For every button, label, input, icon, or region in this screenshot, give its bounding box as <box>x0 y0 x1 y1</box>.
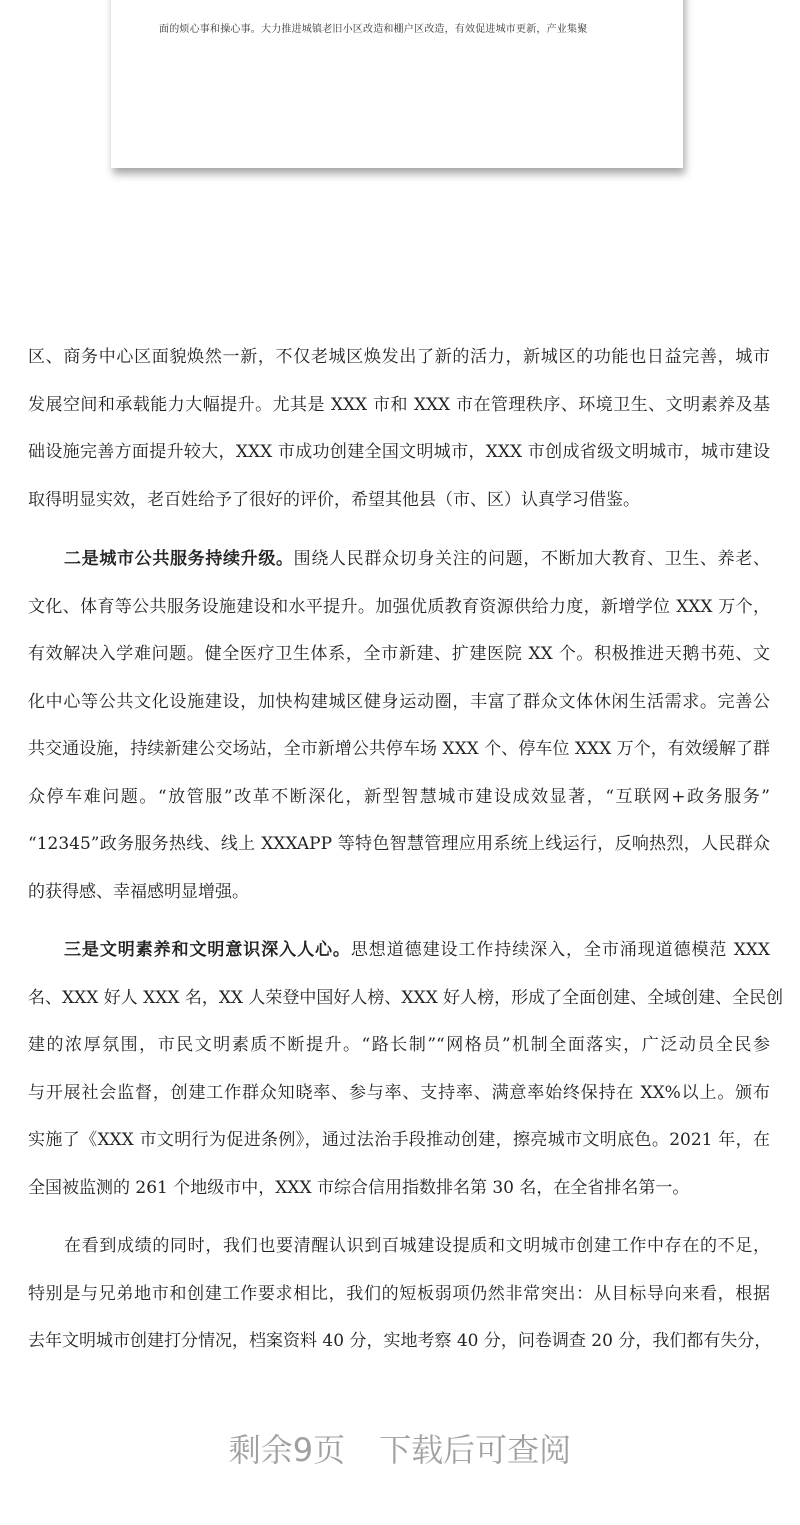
text-line: 实施了《XXX 市文明行为促进条例》，通过法治手段推动创建，擦亮城市文明底色。2021 年，在 <box>28 1130 770 1150</box>
text-line: “12345”政务服务热线、线上 XXXAPP 等特色智慧管理应用系统上线运行，反响热烈，人民群众 <box>28 834 770 854</box>
section-heading: 三是文明素养和文明意识深入人心。 <box>64 940 351 960</box>
text-segment: 围绕人民群众切身关注的问题，不断加大教育、卫生、养老、 <box>293 549 771 569</box>
text-line: 与开展社会监督，创建工作群众知晓率、参与率、支持率、满意率始终保持在 XX%以上。颁布 <box>28 1083 770 1103</box>
text-line: 在看到成绩的同时，我们也要清醒认识到百城建设提质和文明城市创建工作中存在的不足， <box>64 1236 770 1256</box>
text-line: 区、商务中心区面貌焕然一新，不仅老城区焕发出了新的活力，新城区的功能也日益完善，城市 <box>28 347 770 367</box>
text-line: 化中心等公共文化设施建设，加快构建城区健身运动圈，丰富了群众文体休闲生活需求。完善公 <box>28 692 770 712</box>
preview-text-line: 面的烦心事和操心事。大力推进城镇老旧小区改造和棚户区改造，有效促进城市更新，产业集聚 <box>159 24 588 35</box>
text-line <box>64 939 770 961</box>
text-line: 的获得感、幸福感明显增强。 <box>28 882 249 902</box>
text-line: 众停车难问题。“放管服”改革不断深化，新型智慧城市建设成效显著，“互联网+政务服务” <box>28 787 770 807</box>
previous-page-preview <box>111 0 683 168</box>
text-line: 发展空间和承载能力大幅提升。尤其是 XXX 市和 XXX 市在管理秩序、环境卫生、文明素养及基 <box>28 395 770 415</box>
download-to-read-more-button[interactable] <box>0 1425 800 1471</box>
text-line: 全国被监测的 261 个地级市中，XXX 市综合信用指数排名第 30 名，在全省排名第一。 <box>28 1178 690 1198</box>
text-line: 共交通设施，持续新建公交场站，全市新增公共停车场 XXX 个、停车位 XXX 万个，有效缓解了群 <box>28 739 770 759</box>
text-line: 去年文明城市创建打分情况，档案资料 40 分，实地考察 40 分，问卷调查 20 分，我们都有失分， <box>28 1331 772 1351</box>
download-prompt-label: 下载后可查阅 <box>379 1431 572 1469</box>
text-segment: 思想道德建设工作持续深入，全市涌现道德模范 XXX <box>350 940 770 960</box>
text-line: 名、XXX 好人 XXX 名，XX 人荣登中国好人榜、XXX 好人榜，形成了全面创建、全域创建、全民创 <box>28 988 784 1008</box>
text-line: 有效解决入学难问题。健全医疗卫生体系，全市新建、扩建医院 XX 个。积极推进天鹅书苑、文 <box>28 644 770 664</box>
section-heading: 二是城市公共服务持续升级。 <box>64 549 294 569</box>
text-line: 文化、体育等公共服务设施建设和水平提升。加强优质教育资源供给力度，新增学位 XXX 万个， <box>28 597 770 617</box>
text-line <box>64 548 770 570</box>
text-line: 建的浓厚氛围，市民文明素质不断提升。“路长制”“网格员”机制全面落实，广泛动员全民参 <box>28 1035 770 1055</box>
text-line: 础设施完善方面提升较大，XXX 市成功创建全国文明城市，XXX 市创成省级文明城市，城市建设 <box>28 442 770 462</box>
text-line: 特别是与兄弟地市和创建工作要求相比，我们的短板弱项仍然非常突出：从目标导向来看，根据 <box>28 1284 770 1304</box>
remaining-pages-label: 剩余9页 <box>228 1431 346 1469</box>
text-line: 取得明显实效，老百姓给予了很好的评价，希望其他县（市、区）认真学习借鉴。 <box>28 490 640 510</box>
